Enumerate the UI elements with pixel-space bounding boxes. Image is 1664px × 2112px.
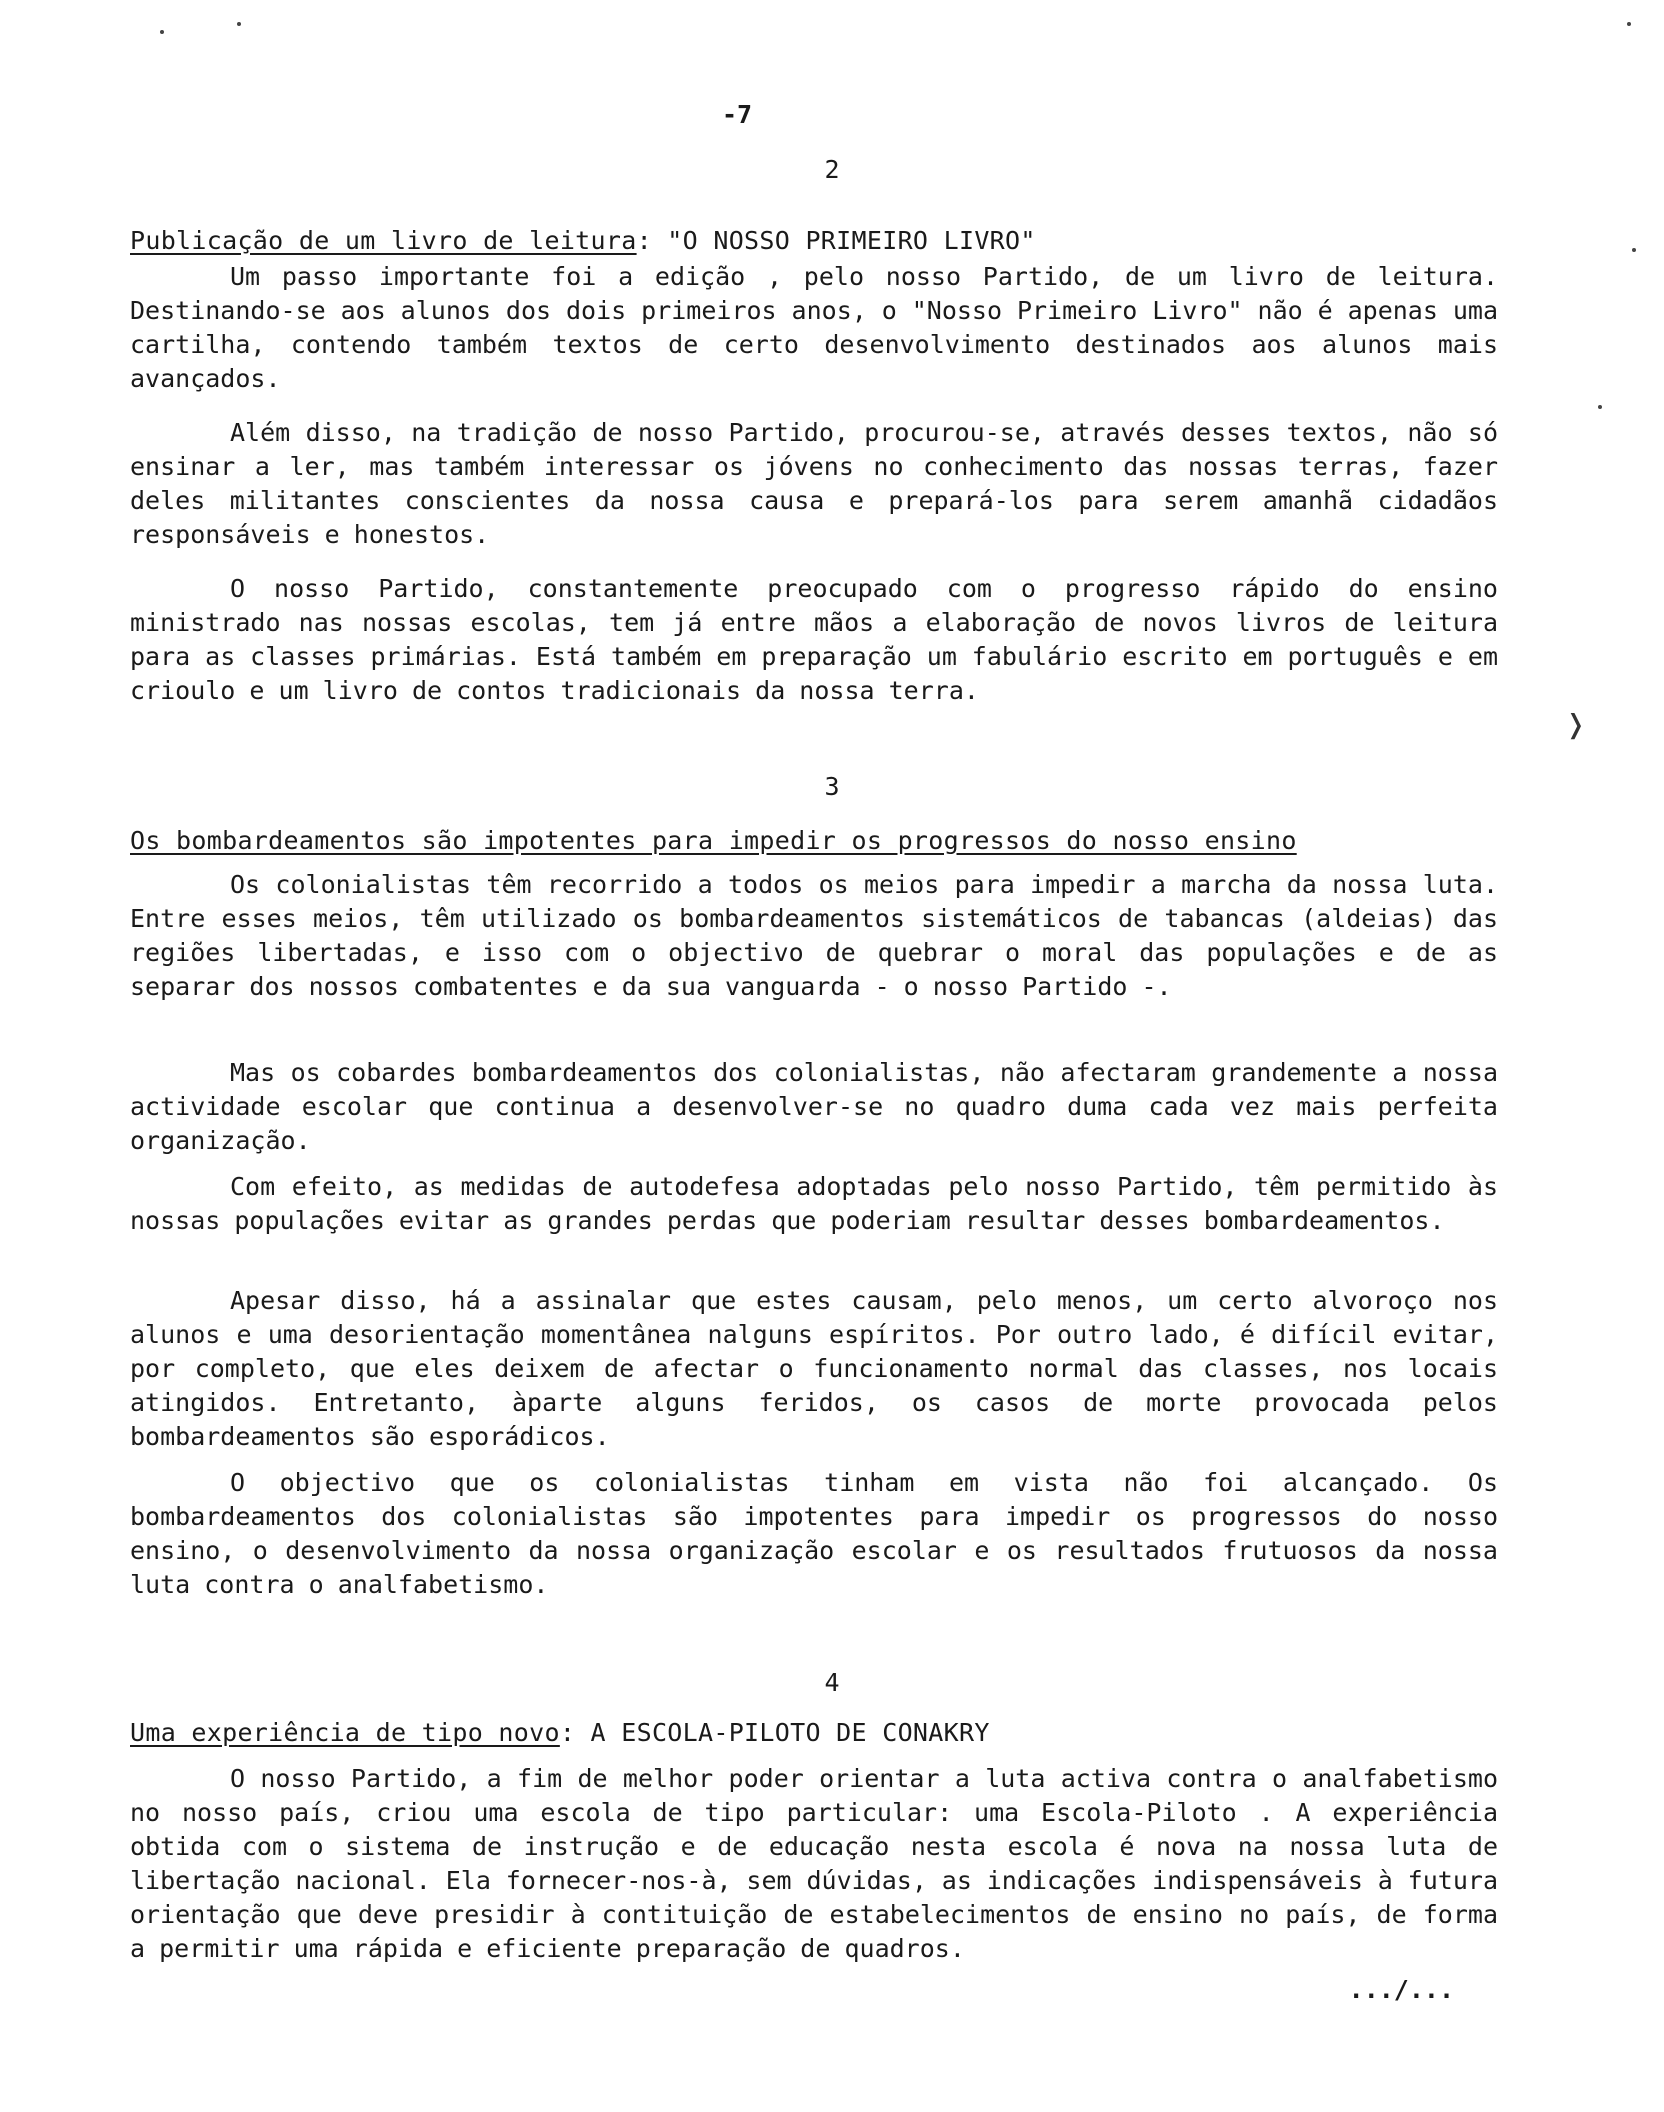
paragraph: O nosso Partido, a fim de melhor poder orientar a luta activa contra o analfabetismo no nosso país, criou uma escola de tipo particular: uma Escola-Piloto . A experiência obtida com o sistema de instrução e de educação nesta escola é nova na nossa luta de libertação nacional. Ela fornecer-nos-à, sem dúvidas, as indicações indispensáveis à futura orientação que deve presidir à contituição de estabelecimentos de ensino no país, de forma a permitir uma rápida e eficiente preparação de quadros. xyxy=(130,1764,1498,1963)
paragraph: Um passo importante foi a edição , pelo nosso Partido, de um livro de leitura. Destinando-se aos alunos dos dois primeiros anos, o "Nosso Primeiro Livro" não é apenas uma cartilha, contendo também textos de certo desenvolvimento destinados aos alunos mais avançados. xyxy=(130,262,1498,393)
scan-speck xyxy=(1632,248,1636,252)
section-heading-underlined: Os bombardeamentos são impotentes para impedir os progressos do nosso ensino xyxy=(130,826,1297,855)
section-heading-underlined: Publicação de um livro de leitura xyxy=(130,226,637,255)
continuation-mark: .../... xyxy=(1348,1975,1454,2004)
paragraph: O nosso Partido, constantemente preocupado com o progresso rápido do ensino ministrado nas nossas escolas, tem já entre mãos a elaboração de novos livros de leitura para as classes primárias. Está também em preparação um fabulário escrito em português e em crioulo e um livro de contos tradicionais da nossa terra. xyxy=(130,574,1498,705)
section-heading-underlined: Uma experiência de tipo novo xyxy=(130,1718,560,1747)
section-number: 4 xyxy=(824,1668,840,1697)
section-number: 3 xyxy=(824,772,840,801)
paragraph: Os colonialistas têm recorrido a todos os meios para impedir a marcha da nossa luta. Entre esses meios, têm utilizado os bombardeamentos sistemáticos de tabancas (aldeias) das regiões libertadas, e isso com o objectivo de quebrar o moral das populações e de as separar dos nossos combatentes e da sua vanguarda - o nosso Partido -. xyxy=(130,870,1498,1001)
scan-speck xyxy=(237,22,241,26)
section-heading xyxy=(130,226,1510,255)
section-number: 2 xyxy=(824,155,840,184)
paragraph: Apesar disso, há a assinalar que estes causam, pelo menos, um certo alvoroço nos alunos e uma desorientação momentânea nalguns espíritos. Por outro lado, é difícil evitar, por completo, que eles deixem de afectar o funcionamento normal das classes, nos locais atingidos. Entretanto, àparte alguns feridos, os casos de morte provocada pelos bombardeamentos são esporádicos. xyxy=(130,1286,1498,1451)
section-heading-rest: : A ESCOLA-PILOTO DE CONAKRY xyxy=(559,1718,990,1747)
scan-speck xyxy=(1598,405,1602,409)
scan-speck xyxy=(1627,22,1631,26)
section-heading xyxy=(130,1718,1510,1747)
paragraph: Com efeito, as medidas de autodefesa adoptadas pelo nosso Partido, têm permitido às nossas populações evitar as grandes perdas que poderiam resultar desses bombardeamentos. xyxy=(130,1172,1498,1235)
page-number: -7 xyxy=(722,100,753,129)
paragraph: O objectivo que os colonialistas tinham em vista não foi alcançado. Os bombardeamentos dos colonialistas são impotentes para impedir os progressos do nosso ensino, o desenvolvimento da nossa organização escolar e os resultados frutuosos da nossa luta contra o analfabetismo. xyxy=(130,1468,1498,1599)
section-heading xyxy=(130,826,1510,855)
section-heading-rest: : "O NOSSO PRIMEIRO LIVRO" xyxy=(636,226,1036,255)
margin-bracket-icon: ❭ xyxy=(1565,705,1587,746)
scan-speck xyxy=(160,30,164,34)
paragraph: Mas os cobardes bombardeamentos dos colonialistas, não afectaram grandemente a nossa actividade escolar que continua a desenvolver-se no quadro duma cada vez mais perfeita organização. xyxy=(130,1058,1498,1155)
paragraph: Além disso, na tradição de nosso Partido, procurou-se, através desses textos, não só ensinar a ler, mas também interessar os jóvens no conhecimento das nossas terras, fazer deles militantes conscientes da nossa causa e prepará-los para serem amanhã cidadãos responsáveis e honestos. xyxy=(130,418,1498,549)
